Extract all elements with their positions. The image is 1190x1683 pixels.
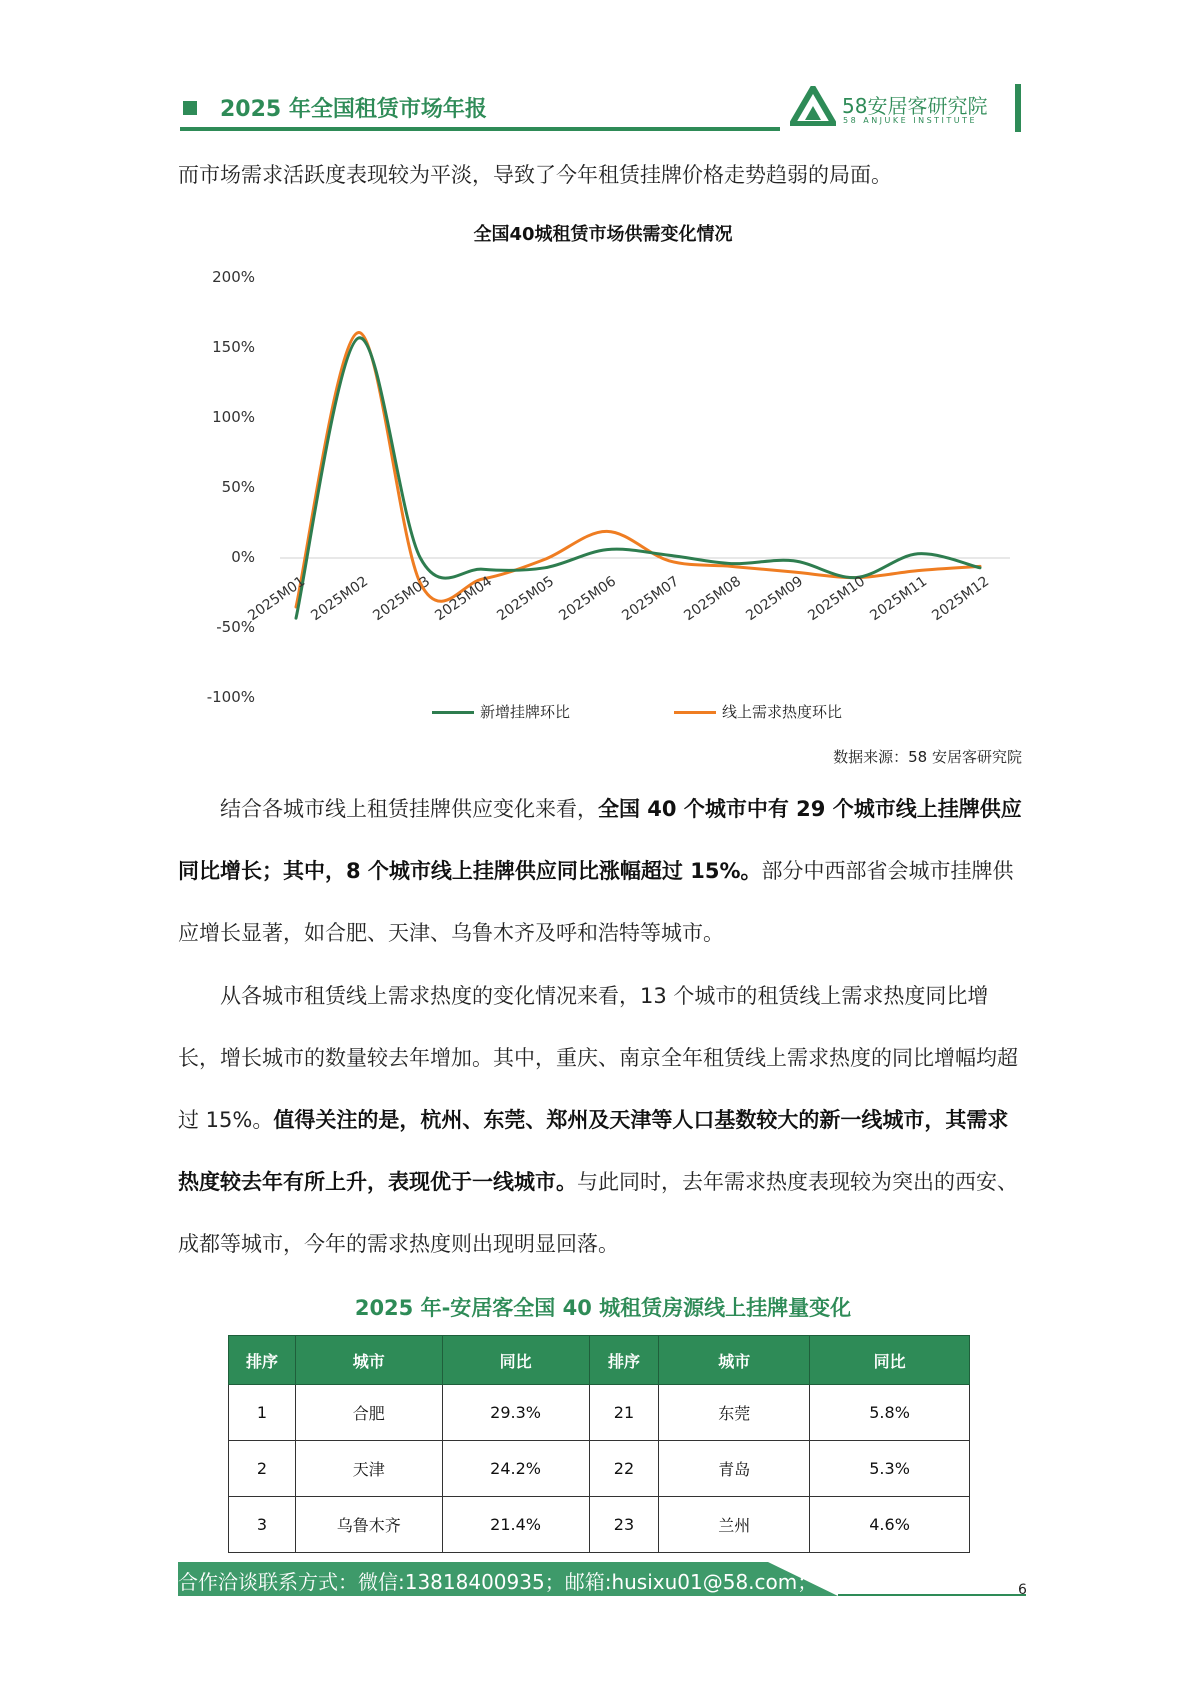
data-source: 数据来源：58 安居客研究院 bbox=[833, 748, 1022, 766]
table-cell: 青岛 bbox=[659, 1441, 810, 1497]
footer-contact: 合作洽谈联系方式：微信:13818400935；邮箱:husixu01@58.com； bbox=[178, 1570, 818, 1594]
table-title: 2025 年-安居客全国 40 城租赁房源线上挂牌量变化 bbox=[354, 1296, 852, 1320]
x-tick-label: 2025M02 bbox=[307, 573, 371, 625]
y-tick-label: 200% bbox=[212, 268, 255, 286]
x-tick-label: 2025M04 bbox=[432, 573, 496, 625]
logo-name: 58安居客研究院 bbox=[842, 94, 988, 118]
logo-subtitle: 58 ANJUKE INSTITUTE bbox=[843, 116, 978, 125]
x-tick-label: 2025M06 bbox=[556, 573, 620, 625]
paragraph-supply-bold: 全国 40 个城市中有 29 个城市线上挂牌供应同比增长；其中，8 个城市线上挂牌供应同比涨幅超过 15%。 bbox=[178, 797, 1022, 883]
table-row bbox=[229, 1441, 970, 1497]
x-tick-label: 2025M03 bbox=[370, 573, 433, 625]
table-cell: 4.6% bbox=[810, 1497, 970, 1553]
table-cell: 5.8% bbox=[810, 1385, 970, 1441]
table-cell: 3 bbox=[229, 1497, 296, 1553]
table-cell: 乌鲁木齐 bbox=[295, 1497, 442, 1553]
x-tick-label: 2025M01 bbox=[245, 573, 309, 625]
table-header-row bbox=[229, 1336, 970, 1385]
table-cell: 24.2% bbox=[442, 1441, 589, 1497]
line-chart bbox=[0, 0, 1190, 760]
legend-label-new-listings: 新增挂牌环比 bbox=[480, 703, 571, 721]
footer-rule bbox=[838, 1594, 1026, 1596]
header-yoy-2: 同比 bbox=[810, 1336, 970, 1385]
y-tick-label: 150% bbox=[212, 338, 255, 356]
legend-label-demand: 线上需求热度环比 bbox=[722, 703, 843, 721]
chart-title: 全国40城租赁市场供需变化情况 bbox=[473, 224, 733, 245]
table-cell: 天津 bbox=[295, 1441, 442, 1497]
x-tick-label: 2025M10 bbox=[805, 573, 869, 625]
paragraph-supply-text-1: 结合各城市线上租赁挂牌供应变化来看， bbox=[220, 797, 598, 821]
report-title: 2025 年全国租赁市场年报 bbox=[220, 97, 487, 122]
header-city-2: 城市 bbox=[659, 1336, 810, 1385]
table-row bbox=[229, 1385, 970, 1441]
table-row bbox=[229, 1497, 970, 1553]
y-tick-label: -100% bbox=[206, 688, 255, 706]
paragraph-demand bbox=[178, 965, 1028, 1275]
paragraph-supply bbox=[178, 778, 1028, 964]
table-cell: 合肥 bbox=[295, 1385, 442, 1441]
x-tick-label: 2025M08 bbox=[681, 573, 744, 625]
table-cell: 1 bbox=[229, 1385, 296, 1441]
y-tick-label: 50% bbox=[221, 478, 255, 496]
legend-swatch-demand bbox=[674, 711, 716, 714]
table-cell: 22 bbox=[589, 1441, 659, 1497]
header-rank: 排序 bbox=[229, 1336, 296, 1385]
table-cell: 21 bbox=[589, 1385, 659, 1441]
paragraph-supply-text-2: 部分中西部省会城市挂牌供应增长显著，如合肥、天津、乌鲁木齐及呼和浩特等城市。 bbox=[178, 859, 1014, 945]
table-cell: 东莞 bbox=[659, 1385, 810, 1441]
paragraph-demand-text-1: 从各城市租赁线上需求热度的变化情况来看，13 个城市的租赁线上需求热度同比增长，增长城市的数量较去年增加。其中，重庆、南京全年租赁线上需求热度的同比增幅均超过 15%。 bbox=[178, 984, 1018, 1132]
header-yoy: 同比 bbox=[442, 1336, 589, 1385]
header-rank-2: 排序 bbox=[589, 1336, 659, 1385]
page-number: 6 bbox=[1018, 1582, 1027, 1598]
table-cell: 兰州 bbox=[659, 1497, 810, 1553]
header-city: 城市 bbox=[295, 1336, 442, 1385]
y-tick-label: 0% bbox=[231, 548, 255, 566]
y-tick-label: -50% bbox=[216, 618, 255, 636]
paragraph-demand-text-2: 与此同时，去年需求热度表现较为突出的西安、成都等城市，今年的需求热度则出现明显回落。 bbox=[178, 1170, 1018, 1256]
x-tick-label: 2025M07 bbox=[618, 573, 682, 625]
table-cell: 5.3% bbox=[810, 1441, 970, 1497]
x-tick-label: 2025M05 bbox=[494, 573, 558, 625]
ranking-table bbox=[228, 1335, 970, 1553]
y-tick-label: 100% bbox=[212, 408, 255, 426]
legend-swatch-new-listings bbox=[432, 711, 474, 714]
intro-paragraph: 而市场需求活跃度表现较为平淡，导致了今年租赁挂牌价格走势趋弱的局面。 bbox=[178, 163, 892, 187]
x-tick-label: 2025M12 bbox=[929, 573, 993, 625]
table-cell: 21.4% bbox=[442, 1497, 589, 1553]
table-cell: 23 bbox=[589, 1497, 659, 1553]
table-cell: 29.3% bbox=[442, 1385, 589, 1441]
x-tick-label: 2025M11 bbox=[867, 573, 931, 625]
x-tick-label: 2025M09 bbox=[743, 573, 807, 625]
paragraph-demand-bold: 值得关注的是，杭州、东莞、郑州及天津等人口基数较大的新一线城市，其需求热度较去年有所上升，表现优于一线城市。 bbox=[178, 1108, 1009, 1194]
table-cell: 2 bbox=[229, 1441, 296, 1497]
